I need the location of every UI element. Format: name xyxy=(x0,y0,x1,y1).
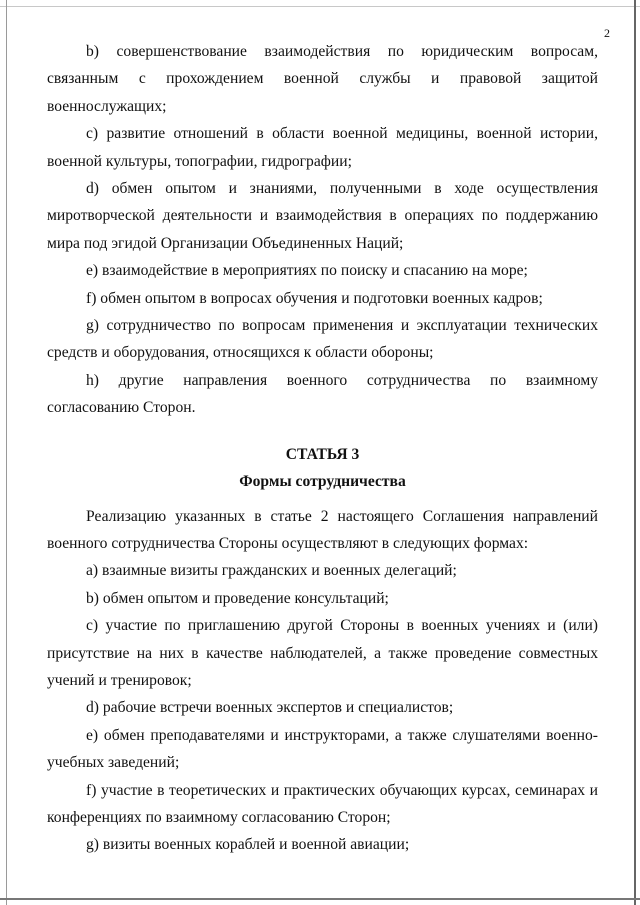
scan-edge-bottom xyxy=(0,898,640,900)
form-item-f: f) участие в теоретических и практических обучающих курсах, семинарах и конференциях по взаимному согласованию Сторон; xyxy=(47,781,598,826)
list-item-e: e) взаимодействие в мероприятиях по поиску и спасанию на море; xyxy=(86,262,528,280)
form-item-e: e) обмен преподавателями и инструкторами, а также слушателями военно-учебных заведений; xyxy=(47,726,598,772)
list-item-h: h) другие направления военного сотрудничества по взаимному согласованию Сторон. xyxy=(47,371,598,417)
list-item-f: f) обмен опытом в вопросах обучения и подготовки военных кадров; xyxy=(86,289,543,307)
list-item-d: d) обмен опытом и знаниями, полученными в ходе осуществления миротворческой деятельности и взаимодействия в операциях по поддержанию мира под эгидой Организации Объединенных Наций; xyxy=(47,180,598,252)
scan-edge-right xyxy=(634,0,636,905)
page-number: 2 xyxy=(604,26,610,40)
article-number: СТАТЬЯ 3 xyxy=(285,445,360,463)
list-item-c: c) развитие отношений в области военной медицины, военной истории, военной культуры, топографии, гидрографии; xyxy=(47,125,598,170)
form-item-g: g) визиты военных кораблей и военной авиации; xyxy=(86,836,410,854)
form-item-a: a) взаимные визиты гражданских и военных делегаций; xyxy=(86,562,457,580)
document-body xyxy=(47,38,598,859)
form-item-c: c) участие по приглашению другой Стороны в военных учениях и (или) присутствие на них в качестве наблюдателей, а также проведение совместных учений и тренировок; xyxy=(47,617,598,689)
list-item-b: b) совершенствование взаимодействия по юридическим вопросам, связанным с прохождением военной службы и правовой защитой военнослужащих; xyxy=(47,43,598,115)
list-item-g: g) сотрудничество по вопросам применения и эксплуатации технических средств и оборудования, относящихся к области обороны; xyxy=(47,317,598,362)
spacer xyxy=(47,496,598,503)
article-title: Формы сотрудничества xyxy=(239,473,406,491)
form-item-b: b) обмен опытом и проведение консультаций; xyxy=(86,589,389,607)
form-item-d: d) рабочие встречи военных экспертов и специалистов; xyxy=(86,699,454,717)
article-intro: Реализацию указанных в статье 2 настоящего Соглашения направлений военного сотрудничества Стороны осуществляют в следующих формах: xyxy=(47,507,598,552)
scan-edge-left xyxy=(6,0,7,905)
scan-edge-top xyxy=(0,6,640,7)
